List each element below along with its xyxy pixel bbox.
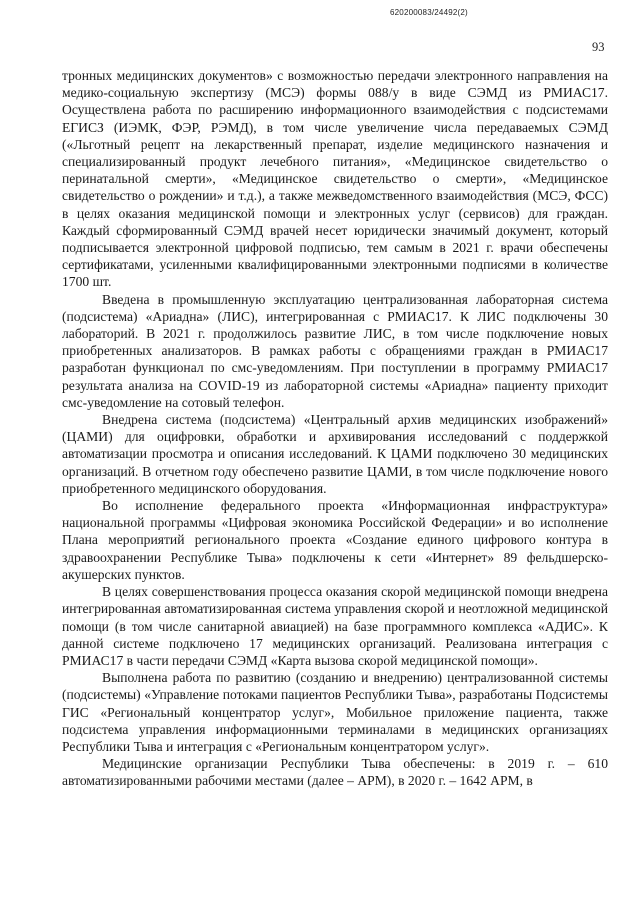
- paragraph: В целях совершенствования процесса оказания скорой медицинской помощи внедрена интегрированная автоматизированная система управления скорой и неотложной медицинской помощи (в том числе санитарной авиацией) на базе программного комплекса «АДИС». К данной системе подключено 17 медицинских организаций. Реализована интеграция с РМИАС17 в части передачи СЭМД «Карта вызова скорой медицинской помощи».: [62, 584, 608, 668]
- paragraph: Выполнена работа по развитию (созданию и внедрению) централизованной системы (подсистемы) «Управление потоками пациентов Республики Тыва», разработаны Подсистемы ГИС «Региональный концентратор услуг», Мобильное приложение пациента, также подсистема управления информационными терминалами в медицинских организациях Республики Тыва и интеграция с «Региональным концентратором услуг».: [62, 670, 608, 754]
- page-number: 93: [592, 40, 605, 54]
- document-id: 620200083/24492(2): [390, 8, 468, 17]
- paragraph: Введена в промышленную эксплуатацию централизованная лабораторная система (подсистема) «Ариадна» (ЛИС), интегрированная с РМИАС17. К ЛИС подключены 30 лабораторий. В 2021 г. продолжилось развитие ЛИС, в том числе подключение новых приобретенных анализаторов. В рамках работы с обращениями граждан в РМИАС17 разработан функционал по смс-уведомлениям. При поступлении в программу РМИАС17 результата анализа на COVID-19 из лабораторной системы «Ариадна» пациенту приходит смс-уведомление на сотовый телефон.: [62, 291, 608, 410]
- document-body: [62, 67, 608, 790]
- paragraph: Во исполнение федерального проекта «Информационная инфраструктура» национальной программы «Цифровая экономика Российской Федерации» и во исполнение Плана мероприятий регионального проекта «Создание единого цифрового контура в здравоохранении Республике Тыва» подключены к сети «Интернет» 89 фельдшерско-акушерских пунктов.: [62, 498, 608, 582]
- paragraph: Медицинские организации Республики Тыва обеспечены: в 2019 г. – 610 автоматизированными рабочими местами (далее – АРМ), в 2020 г. – 1642 АРМ, в: [62, 756, 608, 789]
- paragraph: Внедрена система (подсистема) «Центральный архив медицинских изображений» (ЦАМИ) для оцифровки, обработки и архивирования исследований с поддержкой автоматизации просмотра и описания исследований. К ЦАМИ подключено 30 медицинских организаций. В отчетном году обеспечено развитие ЦАМИ, в том числе подключение нового приобретенного медицинского оборудования.: [62, 412, 608, 496]
- paragraph: тронных медицинских документов» с возможностью передачи электронного направления на медико-социальную экспертизу (МСЭ) формы 088/у в виде СЭМД из РМИАС17. Осуществлена работа по расширению информационного взаимодействия с подсистемами ЕГИСЗ (ИЭМК, ФЭР, РЭМД), в том числе увеличение числа передаваемых СЭМД («Льготный рецепт на лекарственный препарат, изделие медицинского назначения и специализированный продукт лечебного питания», «Медицинское свидетельство о перинатальной смерти», «Медицинское свидетельство о смерти», «Медицинское свидетельство о рождении» и т.д.), а также межведомственного взаимодействия (МСЭ, ФСС) в целях оказания медицинской помощи и электронных услуг (сервисов) для граждан. Каждый сформированный СЭМД врачей несет юридически значимый документ, который подписывается электронной цифровой подписью, тем самым в 2021 г. врачи обеспечены сертификатами, усиленными квалифицированными электронными подписями в количестве 1700 шт.: [62, 68, 608, 290]
